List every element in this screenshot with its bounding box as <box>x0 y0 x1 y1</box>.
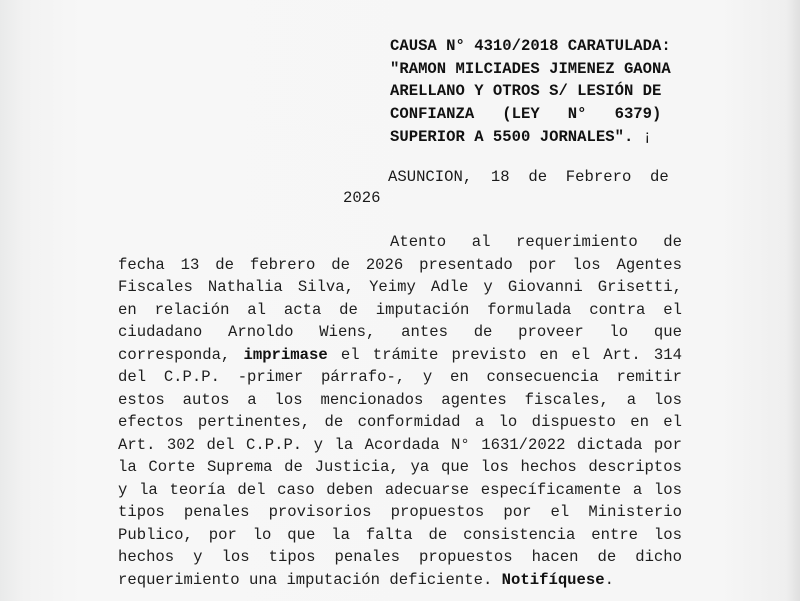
caption-trailing-mark: ¡ <box>642 127 653 146</box>
caption-line-text: SUPERIOR A 5500 JORNALES". <box>390 127 634 146</box>
case-caption <box>390 35 690 149</box>
resolution-body <box>118 231 682 591</box>
emphasis-notifiquese: Notifíquese <box>501 570 605 589</box>
body-line-part: . <box>604 570 614 589</box>
body-line: la Corte Suprema de Justicia, ya que los hechos descriptos <box>118 458 682 476</box>
body-line: en relación al acta de imputación formulada contra el <box>118 300 682 319</box>
caption-line: CONFIANZA (LEY N° 6379) <box>390 105 662 124</box>
caption-line: ARELLANO Y OTROS S/ LESIÓN DE <box>390 82 662 101</box>
body-line: y la teoría del caso deben adecuarse específicamente a los <box>118 480 682 499</box>
body-line-part: requerimiento una imputación deficiente. <box>118 570 502 589</box>
body-line: efectos pertinentes, de conformidad a lo dispuesto en el <box>118 413 682 431</box>
body-line: ciudadano Arnoldo Wiens, antes de proveer lo que <box>118 323 682 341</box>
body-line: Art. 302 del C.P.P. y la Acordada N° 1631/2022 dictada por <box>118 435 682 454</box>
body-line: estos autos a los mencionados agentes fiscales, a los <box>118 390 682 409</box>
body-line <box>118 569 682 592</box>
caption-line: "RAMON MILCIADES JIMENEZ GAONA <box>390 59 671 78</box>
body-line: Fiscales Nathalia Silva, Yeimy Adle y Giovanni Grisetti, <box>118 278 682 296</box>
body-line: fecha 13 de febrero de 2026 presentado por los Agentes <box>118 255 682 274</box>
body-line-part: el trámite previsto en el Art. 314 <box>327 345 682 364</box>
body-line: tipos penales provisorios propuestos por el Ministerio <box>118 503 682 521</box>
body-line: del C.P.P. -primer párrafo-, y en consecuencia remitir <box>118 368 682 386</box>
body-line: hechos y los tipos penales propuestos hacen de dicho <box>118 548 682 566</box>
body-line: Publico, por lo que la falta de consistencia entre los <box>118 525 682 544</box>
emphasis-imprimase: imprimase <box>243 345 328 364</box>
caption-line <box>390 126 690 149</box>
date-year: 2026 <box>343 189 381 207</box>
body-line-part: corresponda, <box>118 345 244 364</box>
date-line: ASUNCION, 18 de Febrero de <box>388 168 669 186</box>
page-edge-shadow <box>786 0 800 601</box>
caption-line: CAUSA N° 4310/2018 CARATULADA: <box>390 37 671 55</box>
body-line <box>118 344 682 367</box>
body-line: Atento al requerimiento de <box>390 233 682 251</box>
